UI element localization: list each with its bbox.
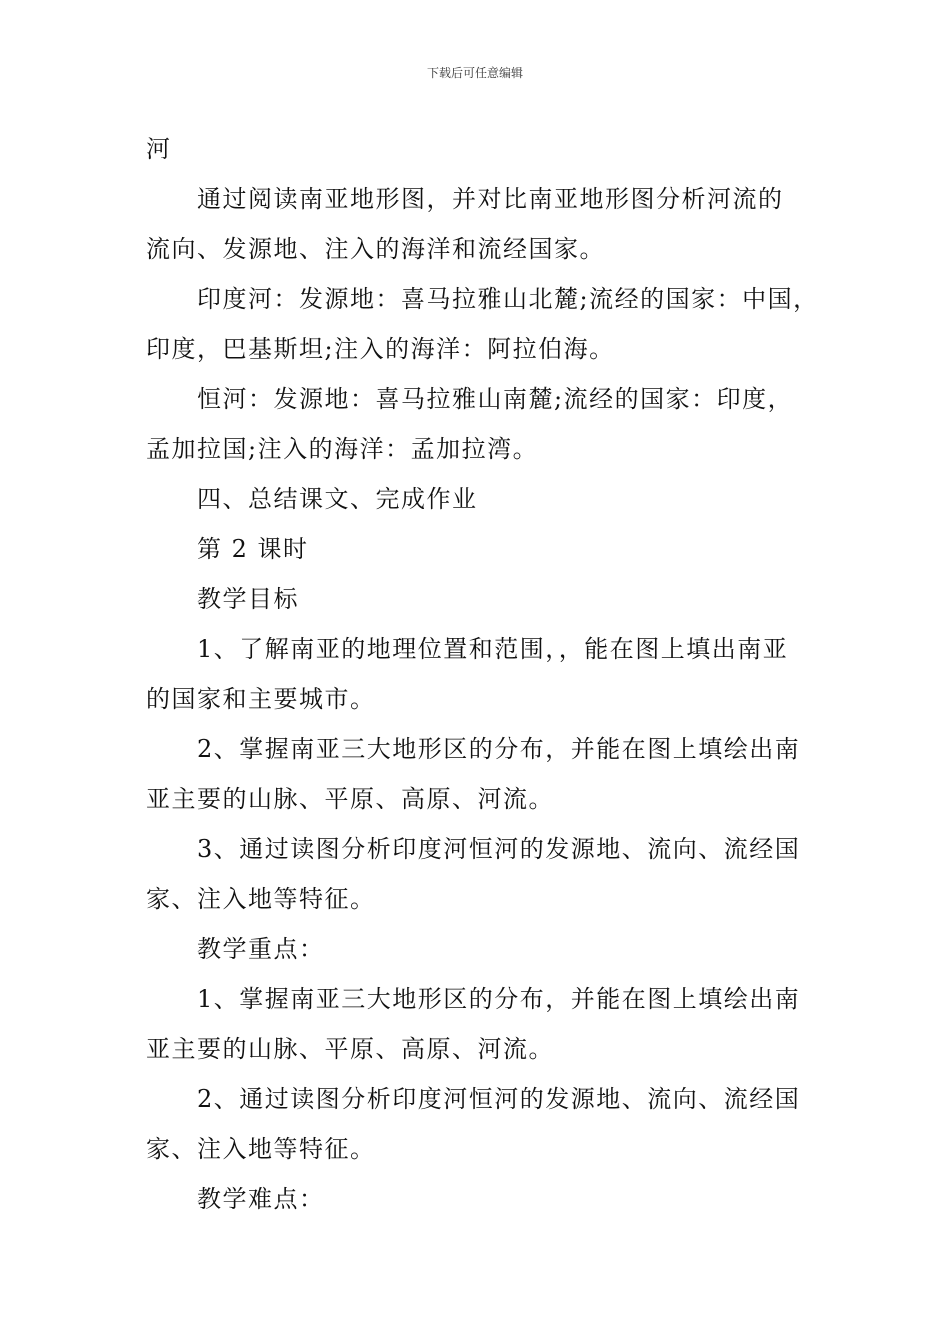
document-body: [146, 124, 826, 1224]
section-heading: 教学重点：: [197, 935, 325, 963]
text-line: 家、注入地等特征。: [146, 1135, 376, 1163]
text-line: 孟加拉国;注入的海洋：孟加拉湾。: [146, 435, 539, 463]
text-line: 2、掌握南亚三大地形区的分布，并能在图上填绘出南: [197, 735, 801, 763]
section-heading: 教学难点：: [197, 1185, 325, 1213]
page-header: 下载后可任意编辑: [426, 66, 523, 80]
text-line: 恒河：发源地：喜马拉雅山南麓;流经的国家：印度，: [197, 385, 794, 413]
text-line: 亚主要的山脉、平原、高原、河流。: [146, 1035, 554, 1063]
text-line: 家、注入地等特征。: [146, 885, 376, 913]
text-line: 通过阅读南亚地形图，并对比南亚地形图分析河流的: [197, 185, 784, 213]
text-line: 河: [146, 135, 172, 163]
text-line: 3、通过读图分析印度河恒河的发源地、流向、流经国: [197, 835, 801, 863]
text-line: 1、了解南亚的地理位置和范围，，能在图上填出南亚: [197, 635, 789, 663]
text-line: 流向、发源地、注入的海洋和流经国家。: [146, 235, 605, 263]
lesson-heading: 第 2 课时: [197, 535, 309, 563]
section-heading: 教学目标: [197, 585, 299, 613]
section-heading: 四、总结课文、完成作业: [197, 485, 478, 513]
text-line: 的国家和主要城市。: [146, 685, 376, 713]
text-line: 印度，巴基斯坦;注入的海洋：阿拉伯海。: [146, 335, 615, 363]
text-line: 亚主要的山脉、平原、高原、河流。: [146, 785, 554, 813]
text-line: 2、通过读图分析印度河恒河的发源地、流向、流经国: [197, 1085, 801, 1113]
text-line: 1、掌握南亚三大地形区的分布，并能在图上填绘出南: [197, 985, 801, 1013]
text-line: 印度河：发源地：喜马拉雅山北麓;流经的国家：中国，: [197, 285, 819, 313]
